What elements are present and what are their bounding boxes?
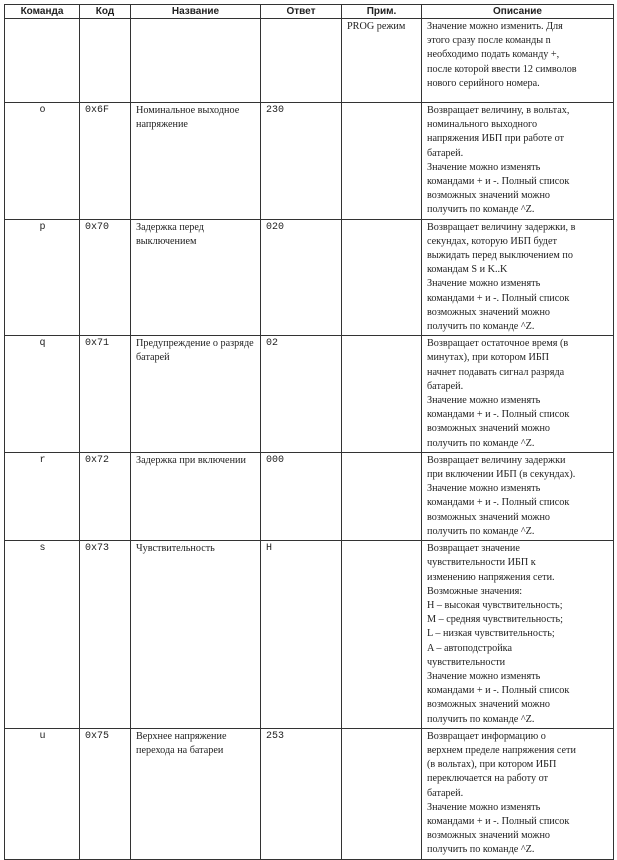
note-cell [342, 728, 422, 859]
header-name: Название [131, 5, 261, 19]
response-cell: 000 [261, 452, 342, 540]
description-line: Возвращает значение [427, 543, 520, 555]
description-line: номинального выходного [427, 119, 538, 131]
code-cell: 0x70 [80, 219, 131, 336]
description-line: M – средняя чувствительность; [427, 614, 563, 626]
code-cell: 0x73 [80, 541, 131, 729]
description-line: Значение можно изменять [427, 278, 541, 290]
table-row [5, 541, 614, 729]
description-line: возможных значений можно [427, 699, 550, 711]
description-line: получить по команде ^Z. [427, 713, 535, 725]
description-line: A – автоподстройка [427, 642, 512, 654]
name-cell: Номинальное выходное напряжение [131, 103, 261, 220]
description-line: батарей. [427, 787, 464, 799]
description-cell [422, 336, 614, 453]
description-line: Значение можно изменять [427, 161, 541, 173]
description-line: командами + и -. Полный список [427, 685, 570, 697]
description-cell [422, 541, 614, 729]
description-cell [422, 452, 614, 540]
description-line: командами + и -. Полный список [427, 815, 570, 827]
description-line: H – высокая чувствительность; [427, 599, 563, 611]
header-response: Ответ [261, 5, 342, 19]
code-cell: 0x75 [80, 728, 131, 859]
description-line: Значение можно изменять [427, 395, 541, 407]
command-cell: p [5, 219, 80, 336]
description-line: Значение можно изменить. Для [427, 21, 563, 32]
note-cell: PROG режим [342, 19, 422, 103]
code-cell: 0x71 [80, 336, 131, 453]
command-cell: r [5, 452, 80, 540]
description-line: Значение можно изменять [427, 483, 541, 495]
response-cell [261, 19, 342, 103]
description-line: батарей. [427, 147, 464, 159]
description-cell [422, 219, 614, 336]
description-line: начнет подавать сигнал разряда [427, 366, 565, 378]
description-line: минутах), при котором ИБП [427, 352, 550, 364]
description-line: получить по команде ^Z. [427, 437, 535, 449]
description-line: возможных значений можно [427, 423, 550, 435]
description-line: переключается на работу от [427, 773, 548, 785]
description-line: командам S и K..K [427, 264, 508, 276]
code-cell [80, 19, 131, 103]
command-table [4, 4, 614, 860]
description-line: этого сразу после команды n [427, 35, 551, 47]
description-line: получить по команде ^Z. [427, 321, 535, 333]
name-cell: Чувствительность [131, 541, 261, 729]
description-line: Возвращает остаточное время (в [427, 338, 569, 350]
description-line: получить по команде ^Z. [427, 844, 535, 856]
table-row [5, 452, 614, 540]
description-line: получить по команде ^Z. [427, 525, 535, 537]
description-line: после которой ввести 12 символов [427, 63, 577, 75]
description-line: L – низкая чувствительность; [427, 628, 555, 640]
description-line: изменению напряжения сети. [427, 571, 555, 583]
description-line: возможных значений можно [427, 190, 550, 202]
description-line: возможных значений можно [427, 306, 550, 318]
name-cell: Предупреждение о разряде батарей [131, 336, 261, 453]
header-command: Команда [5, 5, 80, 19]
table-row [5, 103, 614, 220]
description-line: при включении ИБП (в секундах). [427, 469, 576, 481]
note-cell [342, 336, 422, 453]
command-cell: u [5, 728, 80, 859]
description-cell [422, 103, 614, 220]
response-cell: 020 [261, 219, 342, 336]
description-line: чувствительности [427, 656, 506, 668]
response-cell: 253 [261, 728, 342, 859]
description-line: Возвращает величину задержки [427, 454, 566, 466]
description-line: Значение можно изменять [427, 801, 541, 813]
table-header-row [5, 5, 614, 19]
table-row [5, 19, 614, 103]
description-line: командами + и -. Полный список [427, 176, 570, 188]
description-line: секундах, которую ИБП будет [427, 235, 557, 247]
description-line: Возвращает величину, в вольтах, [427, 105, 570, 116]
note-cell [342, 219, 422, 336]
code-cell: 0x6F [80, 103, 131, 220]
command-cell: o [5, 103, 80, 220]
response-cell: H [261, 541, 342, 729]
table-row [5, 336, 614, 453]
description-line: необходимо подать команду +, [427, 49, 560, 61]
name-cell [131, 19, 261, 103]
description-line: командами + и -. Полный список [427, 497, 570, 509]
response-cell: 02 [261, 336, 342, 453]
note-cell [342, 103, 422, 220]
header-code: Код [80, 5, 131, 19]
note-cell [342, 452, 422, 540]
command-cell [5, 19, 80, 103]
description-line: Возвращает информацию о [427, 730, 546, 742]
note-cell [342, 541, 422, 729]
description-line: напряжения ИБП при работе от [427, 133, 564, 145]
code-cell: 0x72 [80, 452, 131, 540]
description-line: выжидать перед выключением по [427, 250, 573, 262]
description-line: (в вольтах), при котором ИБП [427, 759, 557, 771]
description-line: получить по команде ^Z. [427, 204, 535, 216]
table-row [5, 219, 614, 336]
description-line: чувствительности ИБП к [427, 557, 536, 569]
description-line: нового серийного номера. [427, 77, 540, 89]
description-line: Значение можно изменять [427, 670, 541, 682]
name-cell: Задержка при включении [131, 452, 261, 540]
description-line: командами + и -. Полный список [427, 409, 570, 421]
description-cell [422, 728, 614, 859]
header-description: Описание [422, 5, 614, 19]
description-cell [422, 19, 614, 103]
table-row [5, 728, 614, 859]
command-cell: s [5, 541, 80, 729]
description-line: возможных значений можно [427, 511, 550, 523]
description-line: Возможные значения: [427, 585, 523, 597]
description-line: верхнем пределе напряжения сети [427, 744, 576, 756]
description-line: Возвращает величину задержки, в [427, 221, 576, 233]
response-cell: 230 [261, 103, 342, 220]
description-line: возможных значений можно [427, 830, 550, 842]
name-cell: Верхнее напряжение перехода на батареи [131, 728, 261, 859]
header-note: Прим. [342, 5, 422, 19]
description-line: командами + и -. Полный список [427, 292, 570, 304]
description-line: батарей. [427, 380, 464, 392]
command-cell: q [5, 336, 80, 453]
name-cell: Задержка перед выключением [131, 219, 261, 336]
